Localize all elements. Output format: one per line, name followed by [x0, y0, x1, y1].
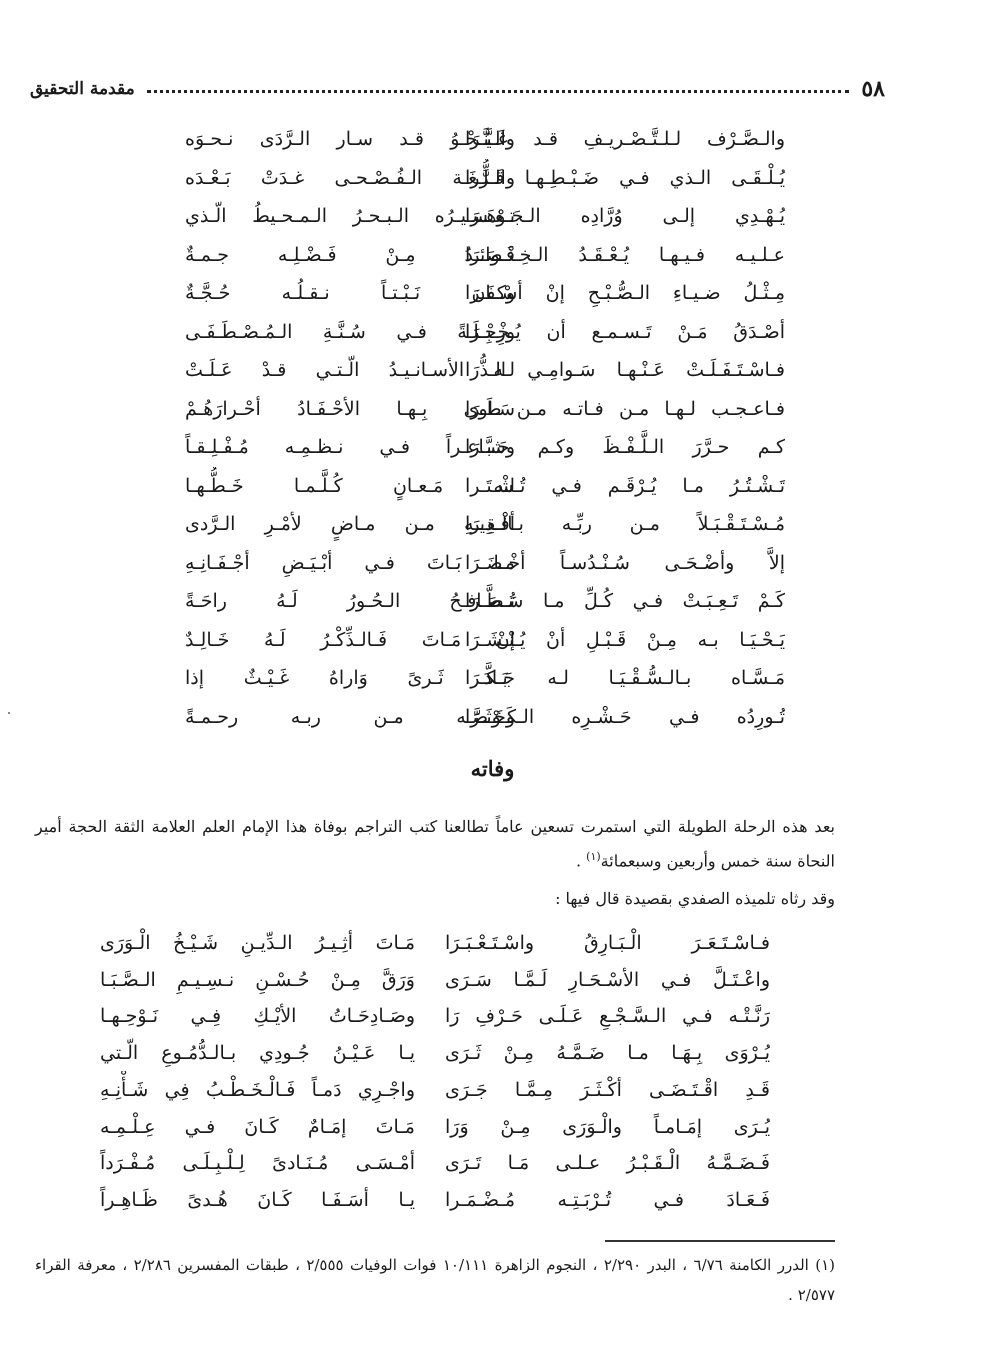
- verse-line: [0, 390, 985, 428]
- second-hemistich: يُـلْـقَـى الـذي فـي ضَـبْـطِـهـا قَـرَّرا: [465, 166, 785, 189]
- running-title: مقدمة التحقيق: [30, 79, 135, 99]
- verse-line: [0, 159, 985, 197]
- first-hemistich: أفْـدِيـهِ مـن مـاضٍ لأمْـرِ الـرَّدى: [185, 513, 515, 535]
- second-hemistich: كـم حـرَّرَ الـلَّـفْـظَ وكـم حَـبَّـرَا: [465, 436, 785, 458]
- second-hemistich: تَـشْـتُـرُ مـا يُـرْقَـم فـي تُـشْـتَـرا: [465, 474, 785, 497]
- footnote-separator: [605, 1240, 835, 1242]
- verse-line: [0, 236, 985, 274]
- first-hemistich: تُـصَـافِـحُ الـحُـورُ لَـهُ راحَـةً: [185, 590, 515, 612]
- second-hemistich: قَـدِ اقْـتَـضَـى أكْـثَـرَ مِـمَّـا جَـرَى: [445, 1078, 770, 1101]
- first-hemistich: والـلُّـغَـة الـفُـصْـحـى غـدَتْ بَـعْـدَه: [185, 166, 515, 189]
- verse-line: [0, 1108, 985, 1146]
- verse-line: [0, 961, 985, 999]
- verse-line: [0, 621, 985, 659]
- second-hemistich: أصْـدَقُ مَـنْ تَـسـمـع أن يُـخْـبِـرَا: [465, 320, 785, 343]
- first-hemistich: سَـاوى بِـهـا الأحْـفَـادُ أحْـرارَهُـمْ: [185, 397, 515, 420]
- first-hemistich: إنْ مَـاتَ فَـالـذِّكْـرُ لَـهُ خَـالِـدٌ: [185, 628, 515, 651]
- verse-line: [0, 997, 985, 1035]
- verse-line: [0, 582, 985, 620]
- verse-line: [0, 313, 985, 351]
- margin-mark: [8, 712, 10, 714]
- second-hemistich: فَـعَـادَ فـي تُـرْبَـتِـه مُـضْـمَـرا: [445, 1188, 770, 1211]
- verse-line: [0, 467, 985, 505]
- second-hemistich: يُـهْـدِي إلـى وُرَّادِه الـجَـوْهَـرَا: [465, 205, 785, 227]
- verse-line: [0, 1144, 985, 1182]
- first-hemistich: يـا أسَـفَـا كَـانَ هُـدىً ظَـاهِـراً: [100, 1188, 415, 1211]
- verse-line: [0, 197, 985, 235]
- first-hemistich: وصَـادِحَـاتُ الأيْـكِ فِـي نَـوْحِـهـا: [100, 1005, 415, 1028]
- second-hemistich: واعْـتَـلَّ فـي الأسْـحَـارِ لَـمَّـا سَـرَى: [445, 968, 770, 991]
- second-hemistich: فـاعـجـب لـهـا مـن فـاتـه مـن طَـرَا: [465, 397, 785, 420]
- first-hemistich: أمْـسَـى مُـنَـادىً لِـلْـبِـلَـى مُـفْـرَداً: [100, 1152, 415, 1175]
- verse-line: [0, 924, 985, 962]
- second-hemistich: مُـسْـتَـقْـبَـلاً مـن ربِّـه بـالـقِـرَا: [465, 513, 785, 535]
- verse-line: [0, 274, 985, 312]
- first-hemistich: واجْـرِي دَمـاً فَـالْـخَـطْـبُ فِي شَـأْنِـهِ: [100, 1078, 415, 1101]
- verse-line: [0, 698, 985, 736]
- verse-line: [0, 505, 985, 543]
- first-hemistich: تـفـسـيـرُه الـبـحـرُ الـمـحـيطُ الّـذي: [185, 205, 515, 227]
- first-hemistich: جَـادَ ثَـرىً وَاراهُ غَـيْـثٌ إذا: [185, 667, 515, 689]
- second-hemistich: تُـورِدُه فـي حَـشْـرِه الـكَـوْثَـرَا: [465, 705, 785, 728]
- footnote: (١) الدرر الكامنة ٦/٧٦ ، البدر ٢/٢٩٠ ، النجوم الزاهرة ١٠/١١١ فوات الوفيات ٢/٥٥٥ ، طبقات المفسرين ٢/٢٨٦ ، معرفة القراء ٢/٥٧٧ .: [35, 1256, 836, 1304]
- first-hemistich: مـا بَـاتَ فـي أبْـيَـضِ أجْـفَـانِـهِ: [185, 551, 515, 574]
- verse-line: [0, 351, 985, 389]
- verse-line: [0, 659, 985, 697]
- verse-line: [0, 1181, 985, 1219]
- death-paragraph: [35, 812, 835, 876]
- first-hemistich: وكـان نَـبْـتـاً نـقـلُـه حُـجَّـةٌ: [185, 282, 515, 304]
- page-number: ٥٨: [861, 76, 885, 102]
- second-hemistich: فـاسْـتَـعَـرَ الْـبَـارِقُ واسْـتَـعْـبَـرَا: [445, 932, 770, 954]
- death-paragraph-end: .: [575, 851, 587, 871]
- second-hemistich: فَـضَـمَّـهُ الْـقَـبْـرُ عـلـى مَـا تَـرَى: [445, 1152, 770, 1175]
- second-hemistich: مَـسَّـاه بـالـسُّـقْـيَـا لـه بَـكَّـرَا: [465, 667, 785, 689]
- first-hemistich: مَـاتَ إمَـامٌ كَـانَ فـي عِـلْـمِـه: [100, 1115, 415, 1138]
- running-header: [30, 72, 885, 106]
- death-paragraph-text: بعد هذه الرحلة الطويلة التي استمرت تسعين عاماً تطالعنا كتب التراجم بوفاة هذا الإمام العلم العلامة الثقة الحجة أمير النحاة سنة خمس وأربعين وسبعمائة: [35, 817, 836, 871]
- second-hemistich: فـاسْـتَـفَـلَـتْ عَـنْـهـا سَـوامِـي الـذُّرَا: [465, 359, 785, 381]
- verse-line: [0, 1071, 985, 1109]
- first-hemistich: ورِحْـلَـةً فـي سُـنَّـةِ الـمُـصْـطَـفَـى: [185, 320, 515, 343]
- second-hemistich: كَـمْ تَـعِـبَـتْ فـي كُـلِّ مـا سَـطَّـرَا: [465, 590, 785, 612]
- second-hemistich: مِـثْـلُ ضـيـاءِ الـصُّـبْـحِ إنْ أسْـفَـرَا: [465, 282, 785, 304]
- footnote-ref[interactable]: (١): [586, 850, 601, 863]
- second-hemistich: يُـرْوَى بِـهَـا مـا ضَـمَّـهُ مِـنْ ثَـرَى: [445, 1042, 770, 1065]
- verse-line: [0, 120, 985, 158]
- first-hemistich: وشـاعـراً فـي نـظـمِـه مُـفْـلِـقـاً: [185, 436, 515, 458]
- header-dot-leader: [147, 90, 850, 95]
- first-hemistich: وخَـصَّـه مـن ربـه رحـمـةً: [185, 705, 515, 728]
- second-hemistich: يُـرَى إمَـامـاً والْـوَرَى مِـنْ وَرَا: [445, 1115, 770, 1138]
- elegy-intro: وقد رثاه تلميذه الصفدي بقصيدة قال فيها :: [555, 889, 835, 908]
- verse-line: [0, 428, 985, 466]
- first-hemistich: لـه مَـعـانٍ كُـلَّـمـا خَـطُّـهـا: [185, 474, 515, 497]
- second-hemistich: رَنَّـتْـه فـي الـسَّـجْـعِ عَـلَـى حَـرْفِ رَا: [445, 1005, 770, 1028]
- first-hemistich: يـا عَـيْـنُ جُـودِي بـالـدُّمُـوعِ الّـتي: [100, 1042, 415, 1065]
- first-hemistich: فَـوائـدُ مِـنْ فَـضْـلِـه جـمـةٌ: [185, 243, 515, 266]
- first-hemistich: مَـاتَ أثِـيـرُ الـدِّيـنِ شَـيْـخُ الْـوَرَى: [100, 932, 415, 954]
- section-title: وفاته: [470, 756, 515, 781]
- second-hemistich: عـلـيـه فـيـهـا يُـعْـقَـدُ الـخِـنْـصَـرَا: [465, 243, 785, 266]
- second-hemistich: إلاَّ وأضْـحَـى سُـنْـدُسـاً أخْـضَـرَا: [465, 551, 785, 574]
- first-hemistich: والـنَّـحْـوُ قـد سـار الـرَّدَى نـحـوَه: [185, 128, 515, 150]
- verse-line: [0, 1034, 985, 1072]
- second-hemistich: يَـحْـيَـا بـه مِـنْ قَـبْـلِ أنْ يُـنْـشَـرَا: [465, 628, 785, 651]
- verse-line: [0, 544, 985, 582]
- first-hemistich: وَرَقَّ مِـنْ حُـسْـنِ نـسِـيـمِ الـصَّـبَـا: [100, 968, 415, 991]
- first-hemistich: لـه الأسـانـيـدُ الّـتـي قـدْ عَـلَـتْ: [185, 359, 515, 381]
- second-hemistich: والـصَّـرْف لـلـتَّـصْـريـفِ قـد غَـيَّـرَا: [465, 128, 785, 150]
